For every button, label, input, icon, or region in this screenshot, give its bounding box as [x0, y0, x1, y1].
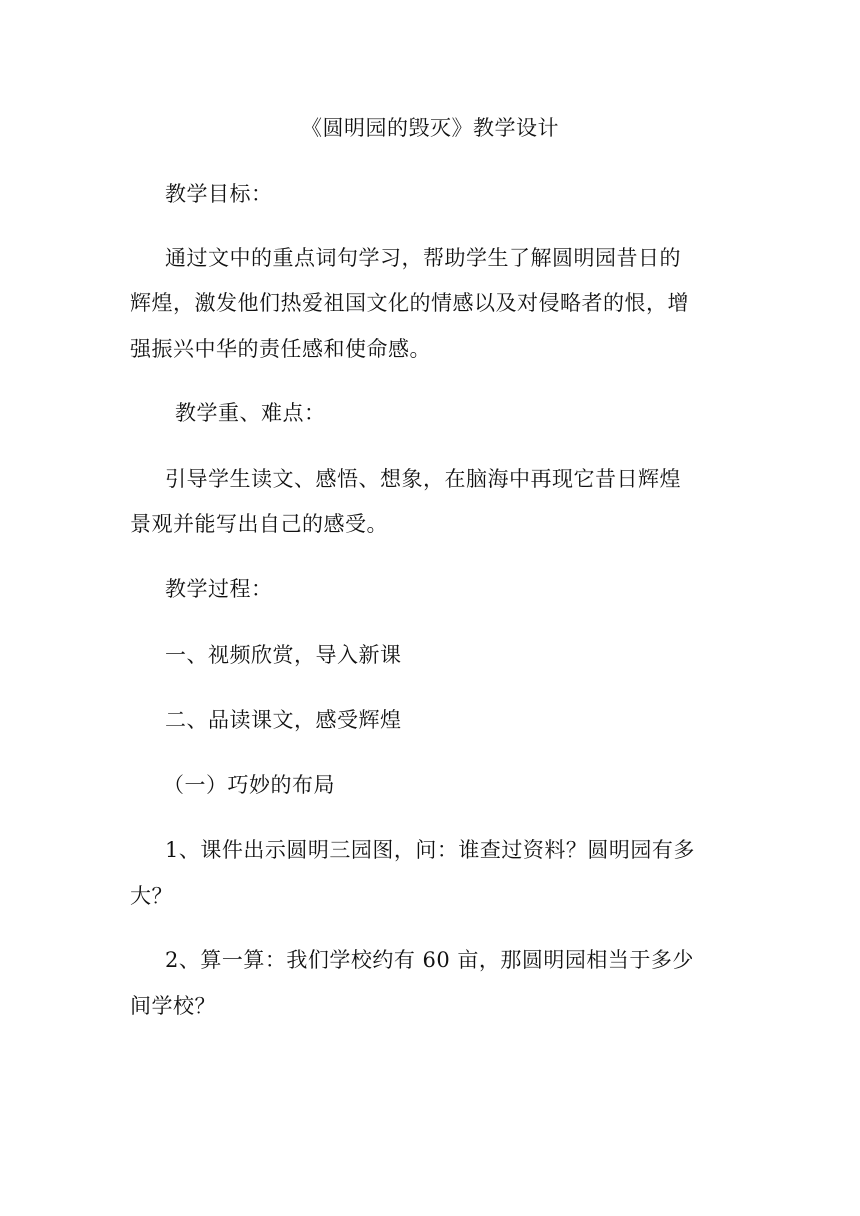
keypoints-heading: 教学重、难点： [175, 401, 326, 425]
process-heading: 教学过程： [165, 577, 273, 601]
step-two: 二、品读课文，感受辉煌 [165, 708, 402, 732]
objectives-heading: 教学目标： [165, 182, 273, 206]
keypoints-line-2: 景观并能写出自己的感受。 [130, 512, 388, 536]
item-two-line-2: 间学校？ [130, 994, 216, 1018]
subsection-one: （一）巧妙的布局 [163, 773, 335, 797]
document-title: 《圆明园的毁灭》教学设计 [301, 116, 559, 140]
item-two-line-1: 2、算一算：我们学校约有 60 亩，那圆明园相当于多少 [165, 948, 694, 972]
objectives-line-1: 通过文中的重点词句学习，帮助学生了解圆明园昔日的 [165, 246, 681, 270]
keypoints-line-1: 引导学生读文、感悟、想象，在脑海中再现它昔日辉煌 [165, 467, 681, 491]
objectives-line-3: 强振兴中华的责任感和使命感。 [130, 337, 431, 361]
objectives-line-2: 辉煌，激发他们热爱祖国文化的情感以及对侵略者的恨，增 [130, 291, 689, 315]
item-one-line-1: 1、课件出示圆明三园图，问：谁查过资料？圆明园有多 [165, 838, 695, 862]
item-one-line-2: 大？ [130, 884, 173, 908]
step-one: 一、视频欣赏，导入新课 [165, 643, 402, 667]
